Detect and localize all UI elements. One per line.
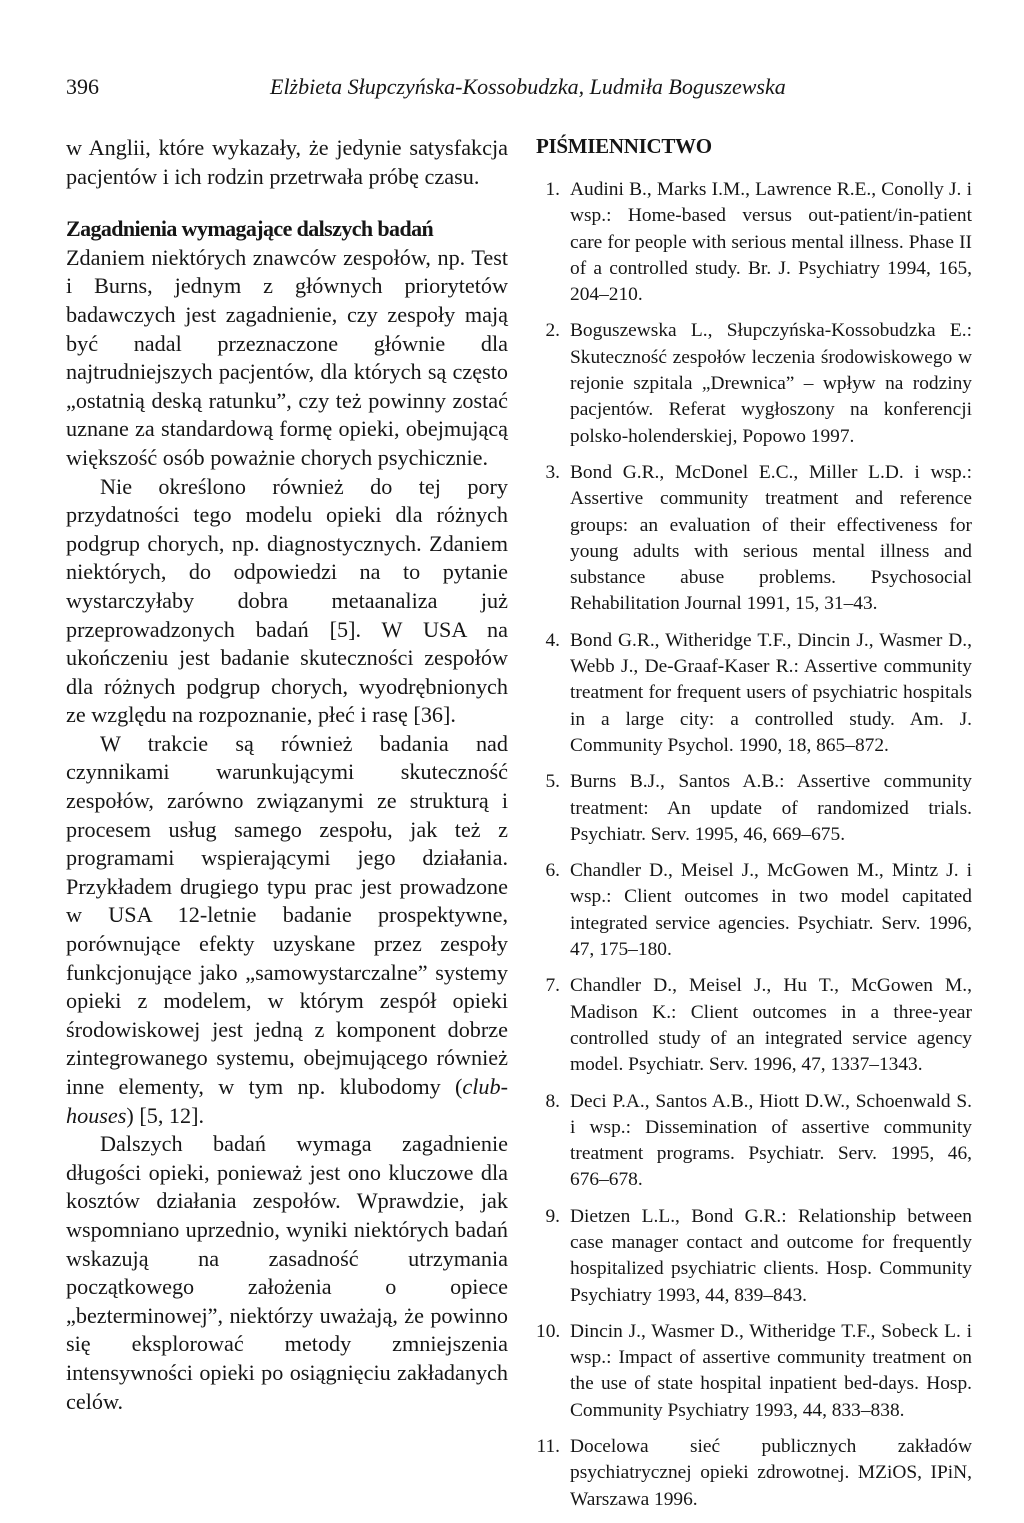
reference-text: Boguszewska L., Słupczyńska-Kossobudzka E.: Skuteczność zespołów leczenia środowiskowego w rejonie szpitala „Drewnica” – wpływ na rodziny pacjentów. Referat wygłoszony na konferencji polsko-holenderskiej, Popowo 1997. [570,320,972,447]
section-heading: Zagadnienia wymagające dalszych badań [66,216,434,242]
reference-item [536,318,972,449]
reference-item [536,858,972,963]
left-column [66,134,508,1416]
reference-number: 4. [545,629,560,651]
reference-number: 9. [545,1205,560,1227]
citation: [5, 12]. [139,1102,205,1128]
reference-number: 3. [545,461,560,483]
reference-text: Bond G.R., Witheridge T.F., Dincin J., Wasmer D., Webb J., De-Graaf-Kaser R.: Assertive community treatment for frequent users of psychiatric hospitals in a large city: a controlled study. Am. J. Community Psychol. 1990, 18, 865–872. [570,629,972,756]
reference-item [536,177,972,308]
paragraph: Zdaniem niektórych znawców zespołów, np. Test i Burns, jednym z głównych priorytetów badawczych jest zagadnienie, czy zespoły mają być nadal przeznaczone głównie dla najtrudniejszych pacjentów, dla których są często „ostatnią deską ratunku”, czy też powinny zostać uznane za standardową formę opieki, obejmującą większość osób poważnie chorych psychicznie. [66,244,508,470]
reference-item [536,1434,972,1513]
reference-number: 5. [545,771,560,793]
reference-item [536,628,972,759]
reference-text: Deci P.A., Santos A.B., Hiott D.W., Schoenwald S. i wsp.: Dissemination of assertive community treatment programs. Psychiatr. Serv. 1995, 46, 676–678. [570,1090,972,1191]
reference-text: Chandler D., Meisel J., Hu T., McGowen M., Madison K.: Client outcomes in a three-year controlled study of an integrated service agency model. Psychiatr. Serv. 1996, 47, 1337–1343. [570,975,972,1076]
reference-item [536,769,972,848]
reference-number: 7. [545,975,560,997]
reference-text: Audini B., Marks I.M., Lawrence R.E., Conolly J. i wsp.: Home-based versus out-patient/in-patient care for people with serious mental illness. Phase II of a controlled study. Br. J. Psychiatry 1994, 165, 204–210. [570,179,972,306]
references-heading: PIŚMIENNICTWO [536,134,712,158]
paragraph: W trakcie są również badania nad czynnikami warunkującymi skuteczność zespołów, zarówno związanymi ze strukturą i procesem usług samego zespołu, jak też z programami wspierającymi jego działania. Przykładem drugiego typu prac jest prowadzone w USA 12-letnie badanie prospektywne, porównujące efekty uzyskane przez zespoły funkcjonujące jako „samowystarczalne” systemy opieki z modelem, w którym zespół opieki środowiskowej jest jedną z komponent dobrze zintegrowanego systemu, obejmującego również inne elementy, w tym np. klubodomy (club-houses) [5, 12]. [66,730,508,1128]
right-column [536,134,972,1523]
reference-number: 1. [545,179,560,200]
page-number: 396 [66,74,99,99]
reference-item [536,1089,972,1194]
reference-number: 8. [545,1090,560,1112]
reference-item [536,1204,972,1309]
reference-text: Dincin J., Wasmer D., Witheridge T.F., Sobeck L. i wsp.: Impact of assertive community treatment on the use of state hospital inpatient bed-days. Hosp. Community Psychiatry 1993, 44, 833–838. [570,1320,972,1421]
reference-item [536,973,972,1078]
reference-text: Chandler D., Meisel J., McGowen M., Mintz J. i wsp.: Client outcomes in two model capitated integrated service agencies. Psychiatr. Serv. 1996, 47, 175–180. [570,860,972,961]
references-list [536,177,972,1513]
reference-item [536,460,972,618]
paragraph: Dalszych badań wymaga zagadnienie długości opieki, ponieważ jest ono kluczowe dla kosztów działania zespołów. Wprawdzie, jak wspomniano uprzednio, wyniki niektórych badań wskazują na zasadność utrzymania początkowego założenia o opiece „bezterminowej”, niektórzy uważają, że powinno się eksplorować metody zmniejszenia intensywności opieki po osiągnięciu zakładanych celów. [66,1131,508,1414]
reference-number: 10. [536,1320,561,1342]
reference-text: Bond G.R., McDonel E.C., Miller L.D. i wsp.: Assertive community treatment and reference groups: an evaluation of their effectiveness for young adults with serious mental illness and substance abuse problems. Psychosocial Rehabilitation Journal 1991, 15, 31–43. [570,461,972,615]
paragraph-text: W trakcie są również badania nad czynnikami warunkującymi skuteczność zespołów, zarówno związanymi ze strukturą i procesem usług samego zespołu, jak też z programami wspierającymi jego działania. Przykładem drugiego typu prac jest prowadzone w USA 12-letnie badanie prospektywne, porównujące efekty uzyskane przez zespoły funkcjonujące jako „samowystarczalne” systemy opieki z modelem, w którym zespół opieki środowiskowej jest jedną z komponent dobrze zintegrowanego systemu, obejmującego również inne elementy, w tym np. klubodomy [66,730,508,1099]
reference-item [536,1319,972,1424]
reference-number: 2. [545,320,560,342]
italic-term: club-houses [66,1074,508,1128]
reference-text: Docelowa sieć publicznych zakładów psychiatrycznej opieki zdrowotnej. MZiOS, IPiN, Warszawa 1996. [570,1436,972,1510]
reference-number: 6. [545,860,560,882]
reference-text: Dietzen L.L., Bond G.R.: Relationship between case manager contact and outcome for frequently hospitalized psychiatric clients. Hosp. Community Psychiatry 1993, 44, 839–843. [570,1205,972,1306]
paragraph: Nie określono również do tej pory przydatności tego modelu opieki dla różnych podgrup chorych, np. diagnostycznych. Zdaniem niektórych, do odpowiedzi na to pytanie wystarczyłaby dobra metaanaliza już przeprowadzonych badań [5]. W USA na ukończeniu jest badanie skuteczności zespołów dla różnych podgrup chorych, wyodrębnionych ze względu na rozpoznanie, płeć i rasę [36]. [66,473,508,728]
running-header-authors: Elżbieta Słupczyńska-Kossobudzka, Ludmiła Boguszewska [270,74,786,99]
paragraph-continuation: w Anglii, które wykazały, że jedynie satysfakcja pacjentów i ich rodzin przetrwała próbę czasu. [66,135,508,189]
reference-text: Burns B.J., Santos A.B.: Assertive community treatment: An update of randomized trials. Psychiatr. Serv. 1995, 46, 669–675. [570,771,972,845]
reference-number: 11. [536,1436,560,1458]
